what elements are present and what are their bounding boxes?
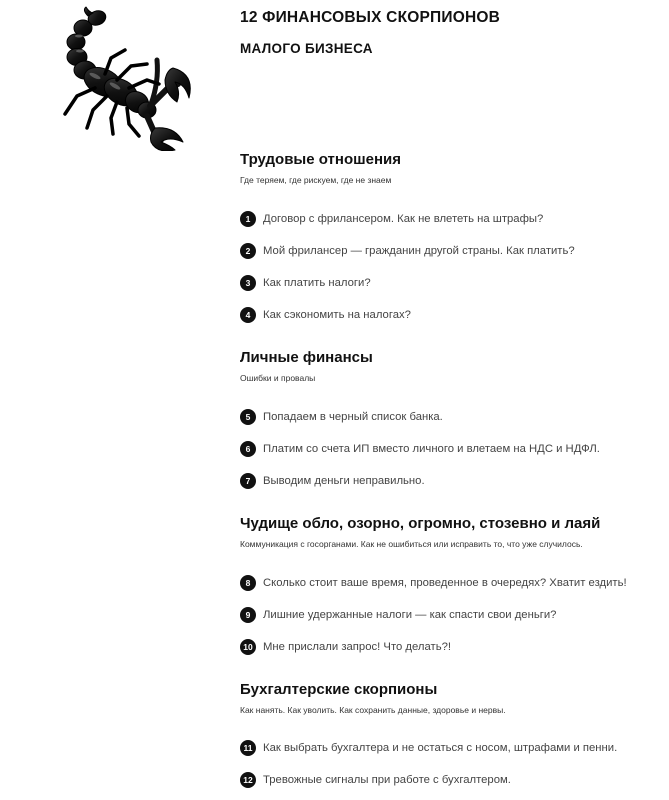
item-text: Сколько стоит ваше время, проведенное в очередях? Хватит ездить! [263, 577, 627, 589]
section-desc-labor: Где теряем, где рискуем, где не знаем [240, 175, 392, 185]
item-text: Мне прислали запрос! Что делать?! [263, 641, 452, 653]
list-item [240, 275, 371, 291]
list-item [240, 772, 511, 788]
scorpion-icon [55, 6, 195, 151]
section-title-government: Чудище обло, озорно, огромно, стозевно и лаяй [240, 515, 601, 532]
list-item [240, 575, 627, 591]
section-title-personal-finance: Личные финансы [240, 349, 373, 366]
item-text: Попадаем в черный список банка. [263, 411, 443, 423]
list-item [240, 473, 425, 489]
section-desc-personal-finance: Ошибки и провалы [240, 373, 316, 383]
item-text: Тревожные сигналы при работе с бухгалтером. [263, 774, 511, 786]
list-item [240, 607, 556, 623]
item-text: Как выбрать бухгалтера и не остаться с носом, штрафами и пенни. [263, 742, 618, 754]
item-number-badge: 9 [240, 607, 256, 623]
item-number-badge: 12 [240, 772, 256, 788]
page-title: 12 ФИНАНСОВЫХ СКОРПИОНОВ [240, 9, 501, 26]
item-number-badge: 2 [240, 243, 256, 259]
scorpion-logo [55, 6, 195, 151]
item-number-badge: 1 [240, 211, 256, 227]
list-item [240, 211, 543, 227]
item-number-badge: 7 [240, 473, 256, 489]
item-text: Лишние удержанные налоги — как спасти свои деньги? [263, 609, 557, 621]
list-item [240, 409, 443, 425]
item-number-badge: 4 [240, 307, 256, 323]
list-item [240, 441, 600, 457]
list-item [240, 639, 451, 655]
item-text: Договор с фрилансером. Как не влететь на штрафы? [263, 213, 544, 225]
list-item [240, 243, 575, 259]
item-number-badge: 6 [240, 441, 256, 457]
item-number-badge: 5 [240, 409, 256, 425]
item-text: Выводим деньги неправильно. [263, 475, 425, 487]
item-number-badge: 3 [240, 275, 256, 291]
section-title-accounting: Бухгалтерские скорпионы [240, 681, 438, 698]
item-text: Как сэкономить на налогах? [263, 309, 411, 321]
page-subtitle: МАЛОГО БИЗНЕСА [240, 41, 373, 56]
section-desc-accounting: Как нанять. Как уволить. Как сохранить данные, здоровье и нервы. [240, 705, 506, 715]
item-number-badge: 11 [240, 740, 256, 756]
item-number-badge: 10 [240, 639, 256, 655]
item-text: Как платить налоги? [263, 277, 371, 289]
list-item [240, 740, 617, 756]
item-number-badge: 8 [240, 575, 256, 591]
section-desc-government: Коммуникация с госорганами. Как не ошибиться или исправить то, что уже случилось. [240, 539, 583, 549]
item-text: Платим со счета ИП вместо личного и влетаем на НДС и НДФЛ. [263, 443, 600, 455]
item-text: Мой фрилансер — гражданин другой страны. Как платить? [263, 245, 575, 257]
list-item [240, 307, 411, 323]
section-title-labor: Трудовые отношения [240, 151, 401, 168]
